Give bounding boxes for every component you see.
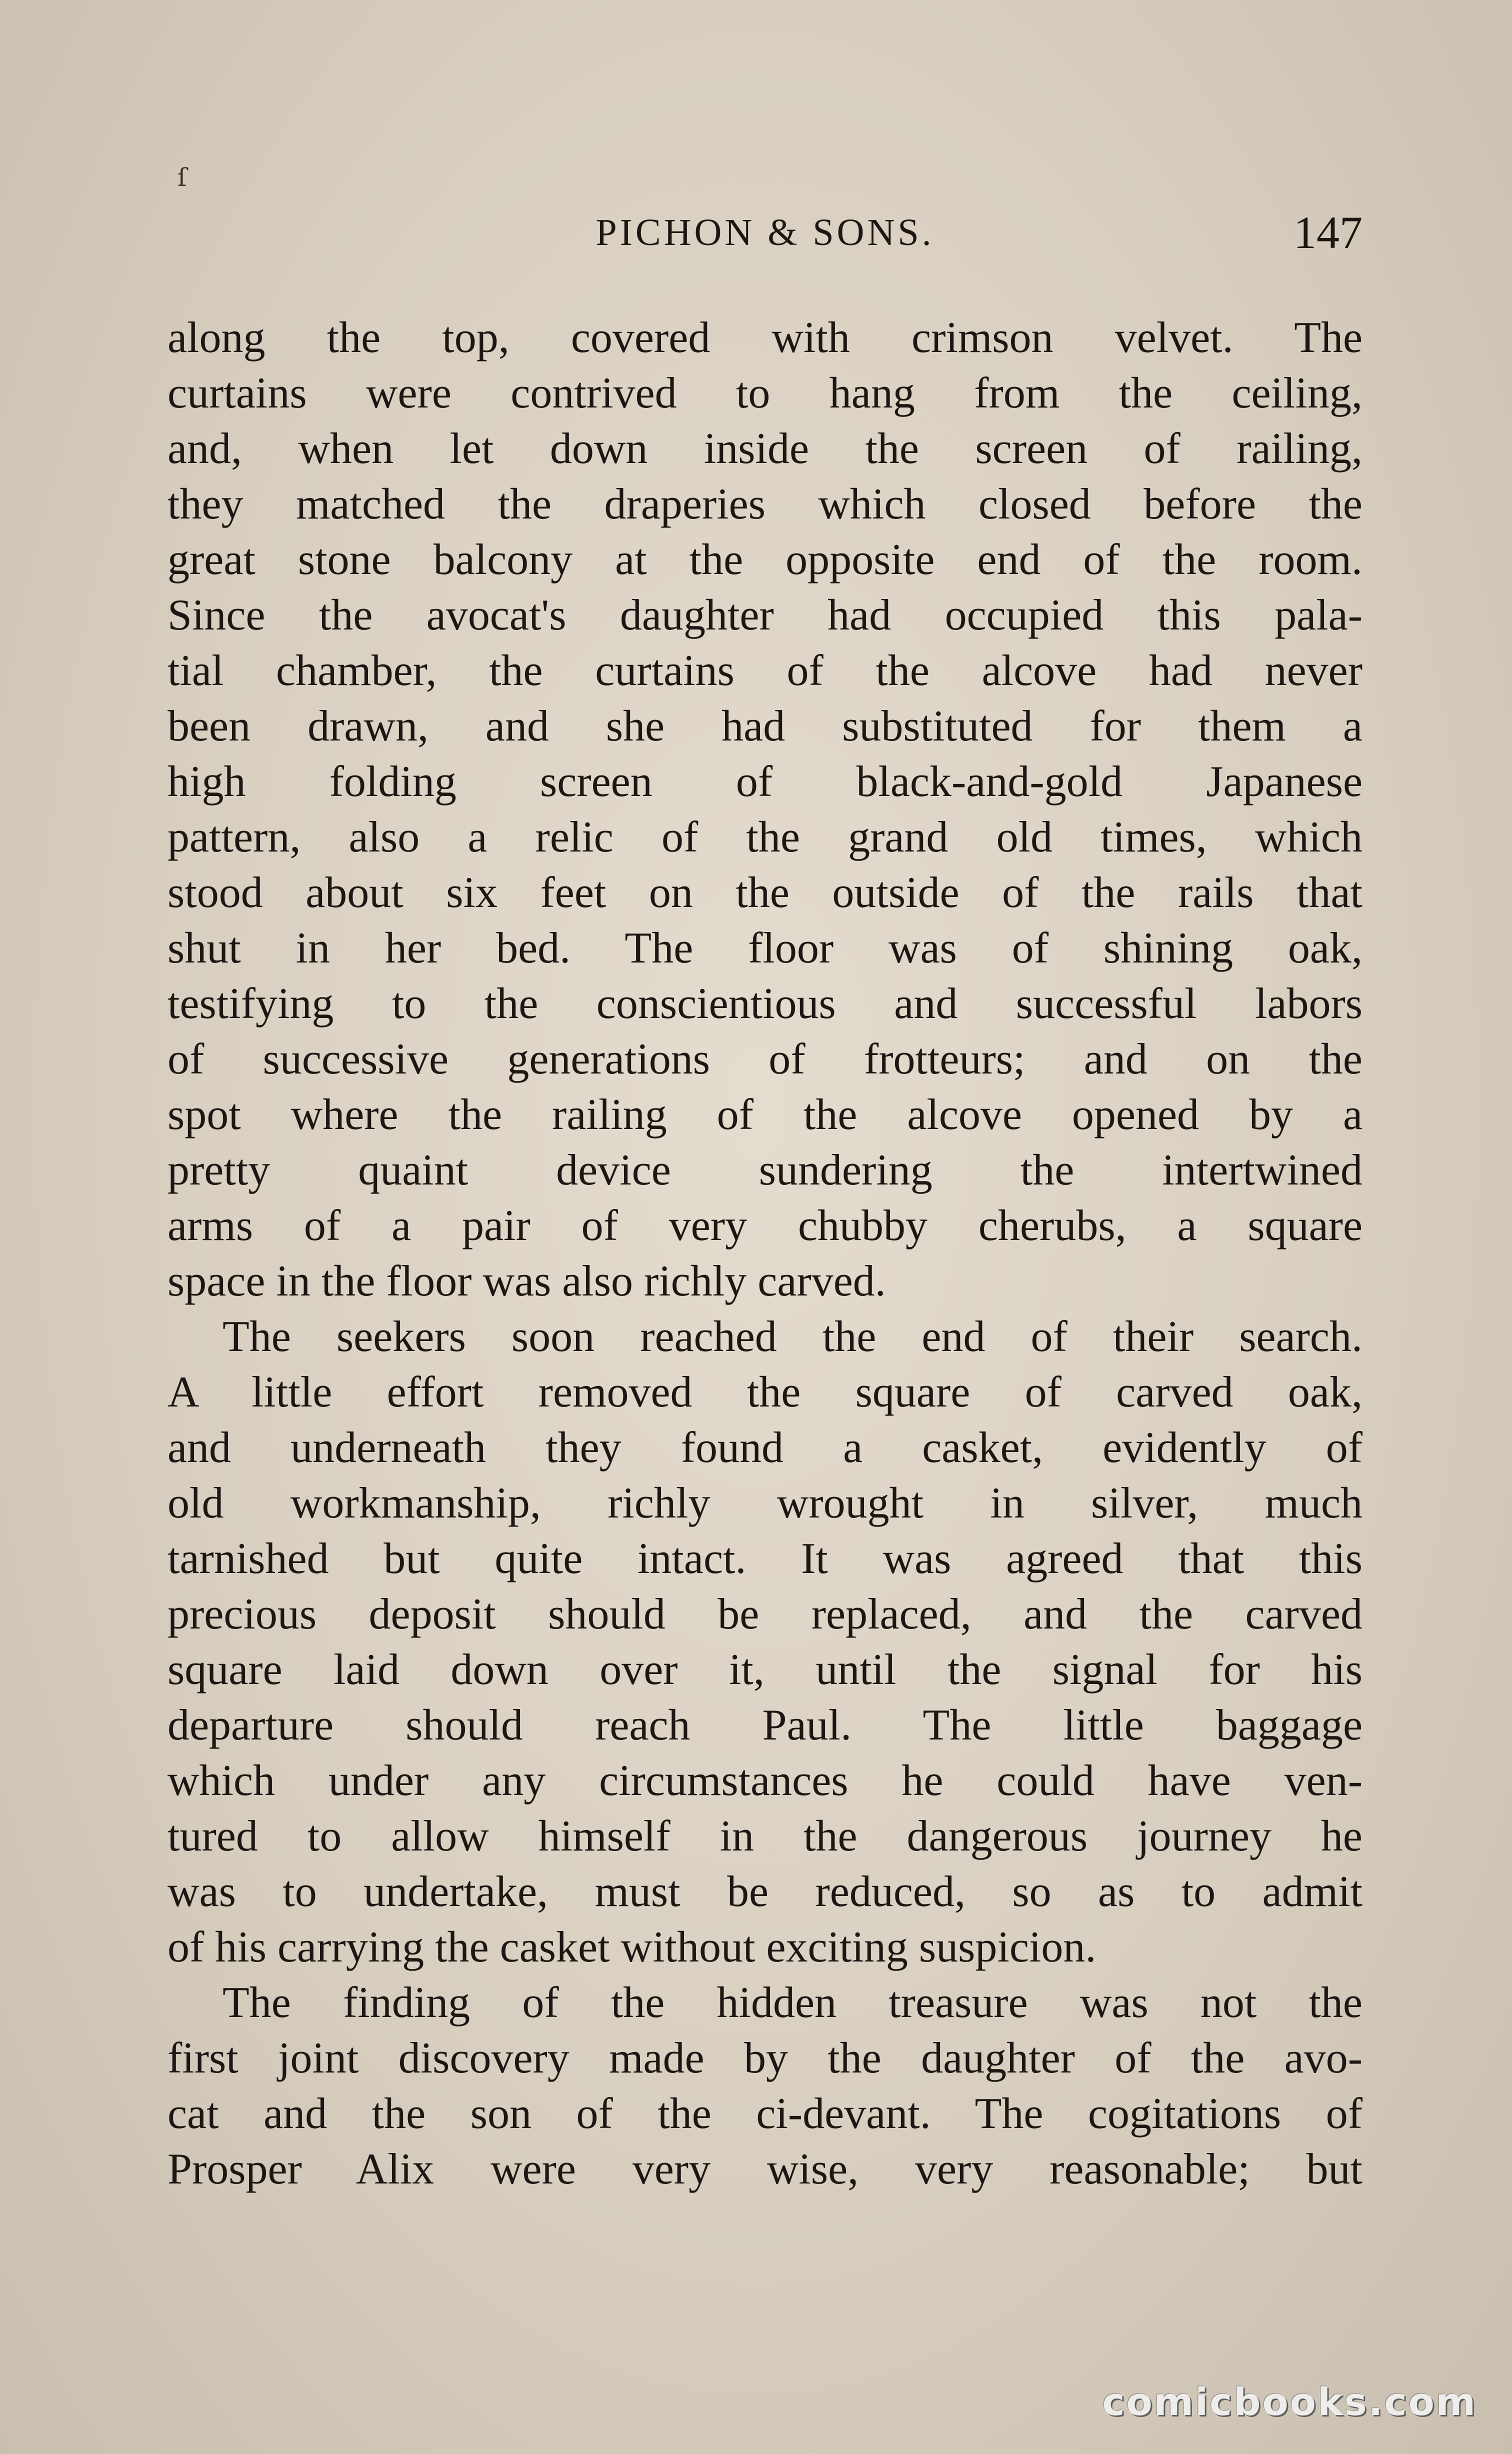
text-line: curtains were contrived to hang from the ceiling, (168, 369, 1362, 418)
text-line: along the top, covered with crimson velvet. The (168, 314, 1362, 362)
text-line: tured to allow himself in the dangerous journey he (168, 1812, 1362, 1860)
text-line: cat and the son of the ci-devant. The cogitations of (168, 2090, 1362, 2138)
text-line: tarnished but quite intact. It was agreed that this (168, 1534, 1362, 1583)
text-line: high folding screen of black-and-gold Japanese (168, 758, 1362, 806)
page-number: 147 (1294, 207, 1362, 258)
text-line: tial chamber, the curtains of the alcove had never (168, 646, 1362, 695)
text-line: of his carrying the casket without exciting suspicion. (168, 1923, 1096, 1972)
text-line: pattern, also a relic of the grand old times, which (168, 813, 1362, 862)
text-line: of successive generations of frotteurs; and on the (168, 1035, 1362, 1084)
text-line: Since the avocat's daughter had occupied this pala- (168, 591, 1362, 640)
text-line: precious deposit should be replaced, and the carved (168, 1590, 1362, 1638)
watermark: comicbooks.com (1102, 2380, 1477, 2424)
text-line: been drawn, and she had substituted for them a (168, 702, 1362, 750)
text-line: square laid down over it, until the signal for his (168, 1646, 1362, 1694)
text-line: great stone balcony at the opposite end of the room. (168, 536, 1362, 584)
text-line: and underneath they found a casket, evidently of (168, 1424, 1362, 1472)
text-line: shut in her bed. The floor was of shining oak, (168, 924, 1362, 972)
body-text (168, 310, 1362, 2197)
text-line: The seekers soon reached the end of their search. (222, 1312, 1362, 1361)
text-line: stood about six feet on the outside of the rails that (168, 868, 1362, 917)
text-line: arms of a pair of very chubby cherubs, a square (168, 1202, 1362, 1250)
text-line: space in the floor was also richly carved. (168, 1257, 886, 1306)
text-line: departure should reach Paul. The little baggage (168, 1701, 1362, 1750)
running-title: PICHON & SONS. (596, 212, 934, 254)
text-line: first joint discovery made by the daughter of the avo- (168, 2034, 1362, 2082)
text-line: was to undertake, must be reduced, so as to admit (168, 1868, 1362, 1916)
text-line: which under any circumstances he could have ven- (168, 1756, 1362, 1805)
text-line: Prosper Alix were very wise, very reasonable; but (168, 2145, 1362, 2194)
text-line: they matched the draperies which closed before the (168, 480, 1362, 528)
text-line: A little effort removed the square of carved oak, (168, 1368, 1362, 1416)
text-line: testifying to the conscientious and successful labors (168, 980, 1362, 1028)
text-line: old workmanship, richly wrought in silver, much (168, 1479, 1362, 1528)
stray-print-mark: ſ (178, 163, 187, 192)
text-line: The finding of the hidden treasure was not the (222, 1978, 1362, 2027)
text-line: spot where the railing of the alcove opened by a (168, 1090, 1362, 1139)
text-line: pretty quaint device sundering the intertwined (168, 1146, 1362, 1194)
text-line: and, when let down inside the screen of railing, (168, 424, 1362, 473)
running-head (168, 205, 1362, 260)
